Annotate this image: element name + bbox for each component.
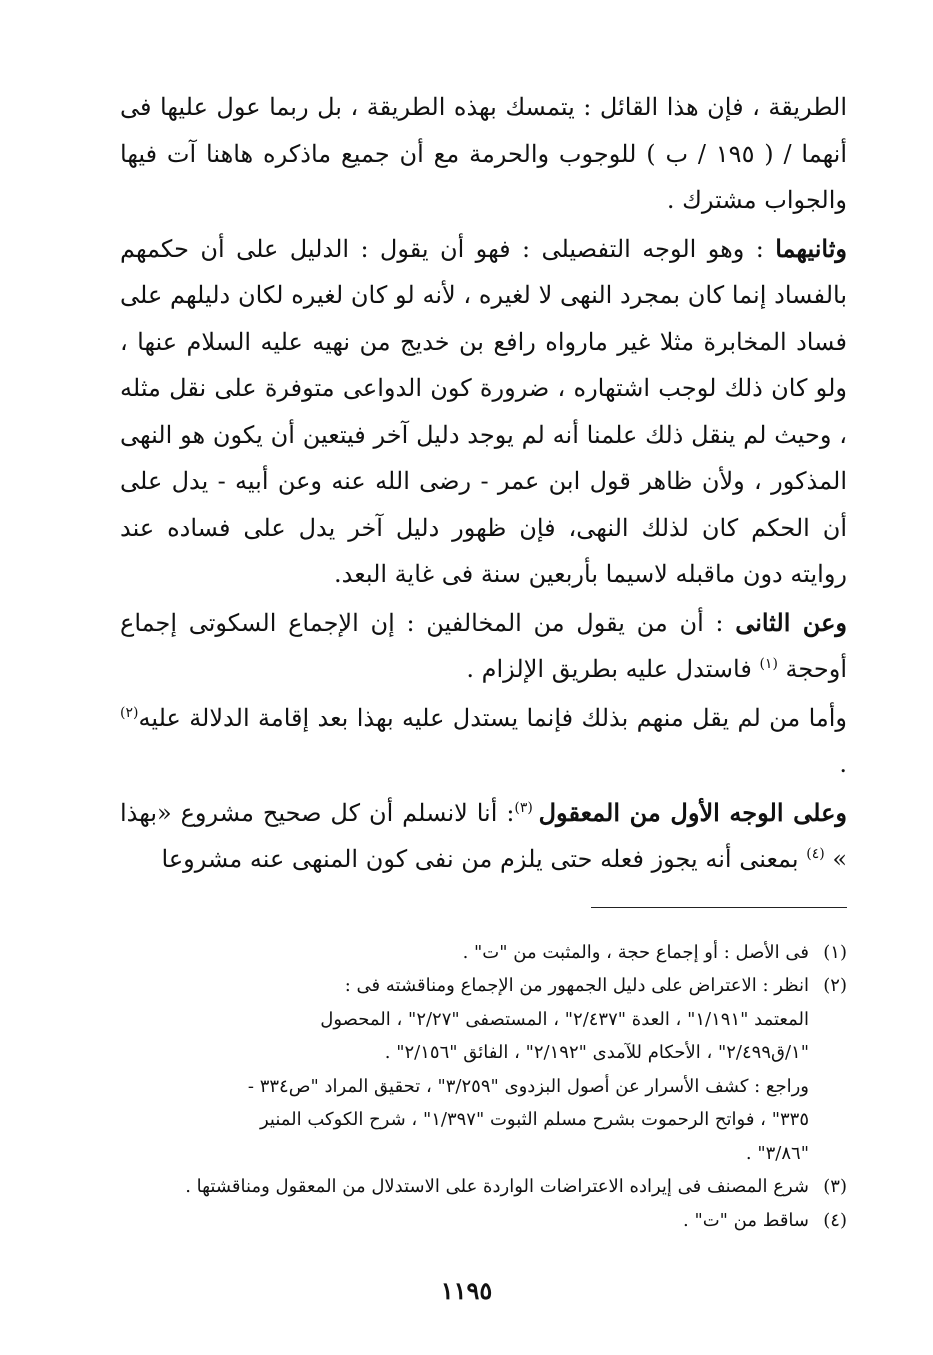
- paragraph-5-lead: وعلى الوجه الأول من المعقول: [538, 797, 848, 827]
- footnote-3: [120, 1170, 847, 1204]
- footnote-line: "٣/٨٦" .: [745, 1142, 809, 1164]
- paragraph-5: [120, 790, 847, 883]
- footnote-separator: [591, 907, 847, 908]
- paragraph-3-lead: وعن الثانى: [735, 607, 847, 637]
- paragraph-2-lead: وثانيهما: [775, 233, 847, 263]
- footnote-line: ٣٣٥" ، فواتح الرحموت بشرح مسلم الثبوت "١/٣٩٧" ، شرح الكوكب المنير: [259, 1109, 809, 1130]
- paragraph-3-body-b: فاستدل عليه بطريق الإلزام .: [466, 655, 760, 683]
- paragraph-5-body-b: بمعنى أنه يجوز فعله حتى يلزم من نفى كون المنهى عنه مشروعا: [161, 845, 807, 873]
- paragraph-4-end: .: [839, 750, 847, 778]
- footnote-number: (٢): [823, 975, 847, 996]
- footnote-ref-1: (١): [759, 656, 778, 672]
- footnote-line: وراجع : كشف الأسرار عن أصول البزدوى "٣/٢٥٩" ، تحقيق المراد "ص٣٣٤ -: [247, 1075, 809, 1097]
- footnote-line: ساقط من "ت" .: [683, 1209, 809, 1231]
- footnote-4: [120, 1204, 847, 1238]
- footnote-line: "١/ق٢/٤٩٩" ، الأحكام للآمدى "٢/١٩٢" ، الفائق "٢/١٥٦" .: [384, 1042, 809, 1063]
- footnote-number: (٣): [823, 1176, 847, 1197]
- main-text: [120, 84, 847, 883]
- page-number: ١١٩٥: [440, 1276, 493, 1305]
- footnote-ref-4: (٤): [806, 846, 825, 862]
- paragraph-5-body-a: : أنا لانسلم أن كل صحيح مشروع «بهذا »: [120, 798, 847, 873]
- paragraph-1: الطريقة ، فإن هذا القائل : يتمسك بهذه الطريقة ، بل ربما عول عليها فى أنهما / ( ١٩٥ / ب ) للوجوب والحرمة مع أن جميع ماذكره هاهنا آت فيها والجواب مشترك .: [120, 93, 848, 214]
- footnote-line: فى الأصل : أو إجماع حجة ، والمثبت من "ت" .: [462, 941, 809, 963]
- paragraph-2: [120, 226, 847, 598]
- paragraph-2-body: : وهو الوجه التفصيلى : فهو أن يقول : الدليل على أن حكمهم بالفساد إنما كان بمجرد النهى لا لغيره ، لأنه لو كان لغيره لكان دليلهم على فساد المخابرة مثلا غير مارواه رافع بن خديج من نهيه عليه السلام عنها ، ولو كان ذلك لوجب اشتهاره ، ضرورة كون الدواعى متوفرة على نقل مثله ، وحيث لم ينقل ذلك علمنا أنه لم يوجد دليل آخر فيتعين أن يكون هو النهى المذكور ، ولأن ظاهر قول ابن عمر - رضى الله عنه وعن أبيه - يدل على أن الحكم كان لذلك النهى، فإن ظهور دليل آخر يدل على فساده عند روايته دون ماقبله لاسيما بأربعين سنة فى غاية البعد.: [120, 234, 847, 588]
- footnote-2: [120, 969, 847, 1170]
- footnote-ref-2: (٢): [120, 704, 139, 721]
- paragraph-4: [120, 695, 847, 788]
- footnotes: [120, 936, 847, 1238]
- paragraph-4-body: وأما من لم يقل منهم بذلك فإنما يستدل عليه بهذا بعد إقامة الدلالة عليه: [138, 703, 847, 732]
- paragraph-3-body-a: : أن من يقول من المخالفين : إن الإجماع السكوتى إجماع أوحجة: [120, 608, 847, 683]
- paragraph-3: [120, 600, 847, 693]
- footnote-number: (٤): [823, 1209, 847, 1231]
- footnote-1: [120, 936, 847, 970]
- footnote-ref-3: (٣): [514, 799, 539, 816]
- footnote-line: شرع المصنف فى إيراده الاعتراضات الواردة على الاستدلال من المعقول ومناقشتها .: [185, 1176, 809, 1197]
- footnote-line: انظر : الاعتراض على دليل الجمهور من الإجماع ومناقشته فى :: [344, 975, 809, 996]
- footnote-number: (١): [823, 941, 847, 963]
- footnote-line: المعتمد "١/١٩١" ، العدة "٢/٤٣٧" ، المستصفى "٢/٢٧" ، المحصول: [320, 1008, 809, 1030]
